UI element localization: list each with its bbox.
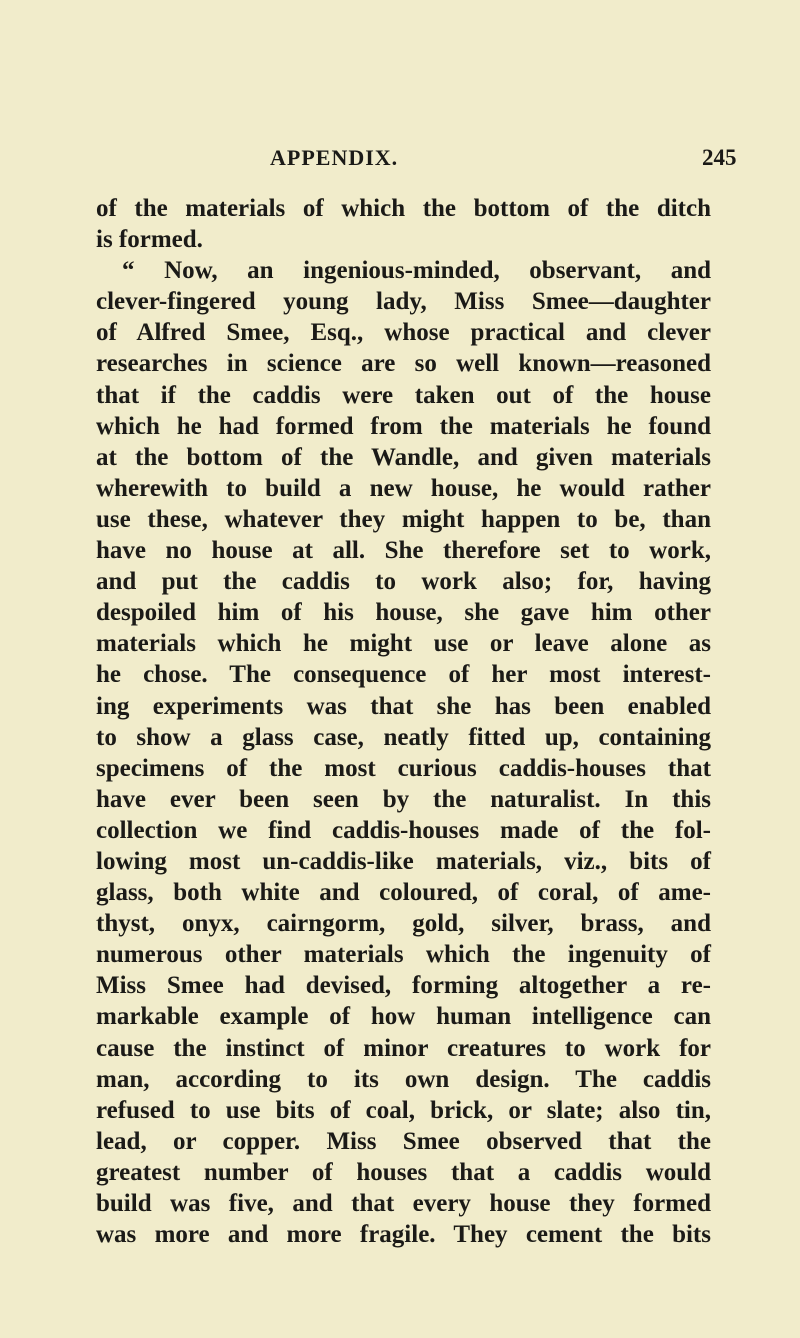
text-line: greatest number of houses that a caddis would (96, 1158, 711, 1186)
text-line: numerous other materials which the ingenuity of (96, 941, 711, 969)
text-line: materials which he might use or leave alone as (96, 630, 711, 658)
text-line: of the materials of which the bottom of the ditch (96, 195, 711, 222)
page-number: 245 (702, 145, 737, 170)
text-line: lead, or copper. Miss Smee observed that the (96, 1127, 711, 1155)
text-line: have ever been seen by the naturalist. In this (96, 785, 711, 813)
text-line: “ Now, an ingenious-minded, observant, and (122, 257, 711, 285)
text-line: that if the caddis were taken out of the house (96, 381, 711, 409)
text-line: lowing most un-caddis-like materials, viz., bits of (96, 847, 711, 875)
body-text (96, 193, 711, 1250)
text-line: ing experiments was that she has been enabled (96, 692, 711, 720)
text-line: and put the caddis to work also; for, having (96, 568, 711, 596)
text-line: he chose. The consequence of her most interest- (96, 661, 711, 689)
text-line: clever-fingered young lady, Miss Smee—daughter (96, 288, 711, 316)
text-line: markable example of how human intelligence can (96, 1003, 711, 1031)
text-line: was more and more fragile. They cement the bits (96, 1221, 711, 1249)
text-line: collection we find caddis-houses made of the fol- (96, 816, 711, 844)
text-line: thyst, onyx, cairngorm, gold, silver, brass, and (96, 910, 711, 938)
text-line: specimens of the most curious caddis-houses that (96, 754, 711, 782)
text-line: at the bottom of the Wandle, and given materials (96, 443, 711, 471)
text-line: which he had formed from the materials he found (96, 412, 711, 440)
text-line: researches in science are so well known—reasoned (96, 350, 711, 378)
text-line: glass, both white and coloured, of coral, of ame- (96, 879, 711, 907)
text-line: is formed. (96, 226, 203, 254)
text-line: cause the instinct of minor creatures to work for (96, 1034, 711, 1062)
text-line: have no house at all. She therefore set to work, (96, 537, 711, 565)
text-line: man, according to its own design. The caddis (96, 1065, 711, 1093)
text-line: Miss Smee had devised, forming altogether a re- (96, 972, 711, 1000)
page-header (0, 145, 800, 181)
text-line: to show a glass case, neatly fitted up, containing (96, 723, 711, 751)
running-head: APPENDIX. (270, 145, 399, 170)
text-line: refused to use bits of coal, brick, or slate; also tin, (96, 1096, 711, 1124)
text-line: of Alfred Smee, Esq., whose practical and clever (96, 319, 711, 347)
text-line: despoiled him of his house, she gave him other (96, 599, 711, 627)
text-line: build was five, and that every house they formed (96, 1190, 711, 1217)
text-line: wherewith to build a new house, he would rather (96, 474, 711, 502)
text-line: use these, whatever they might happen to be, than (96, 505, 711, 533)
